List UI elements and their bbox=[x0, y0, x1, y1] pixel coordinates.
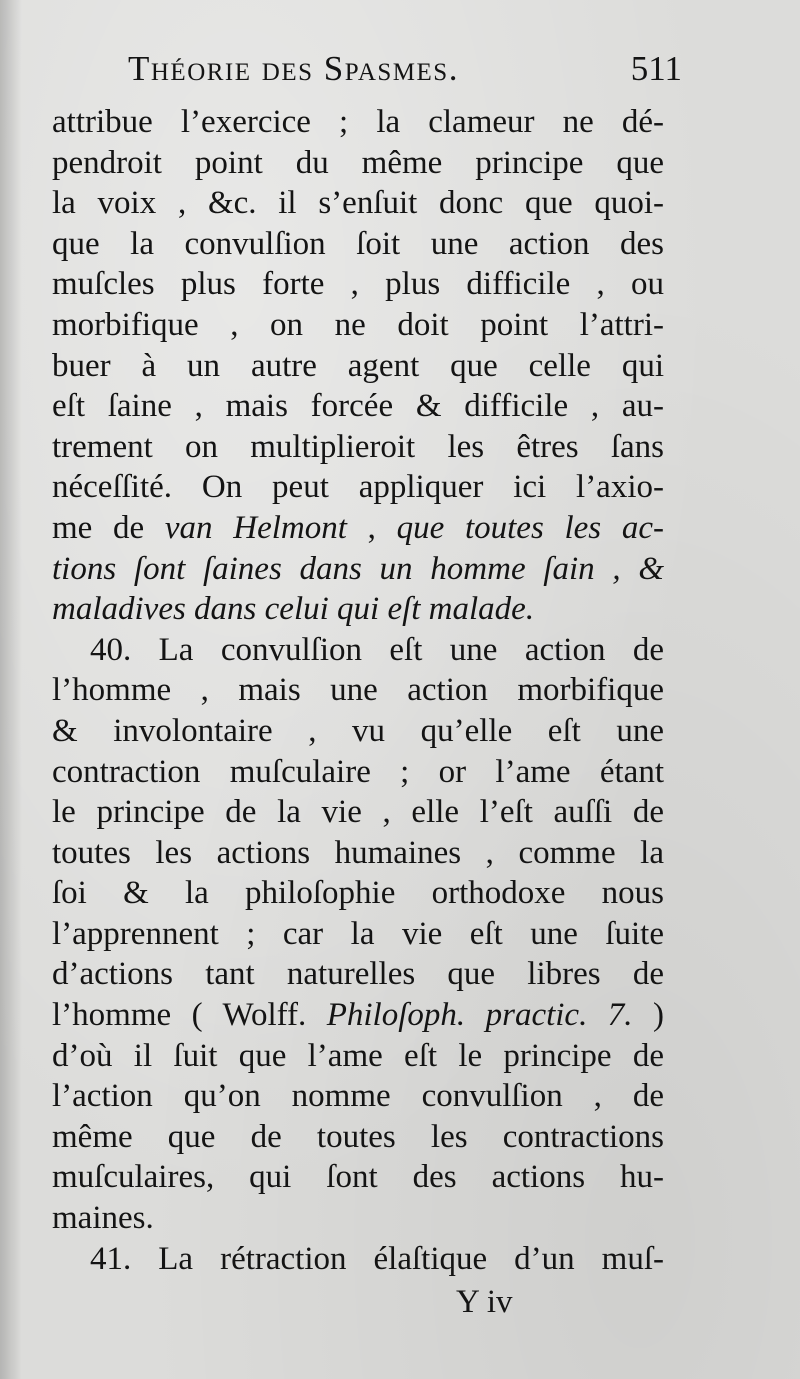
text-line: maines. bbox=[52, 1200, 154, 1237]
text-line: ſoi & la philoſophie orthodoxe nous bbox=[52, 875, 664, 912]
text-line: contraction muſculaire ; or l’ame étant bbox=[52, 753, 664, 790]
body-text bbox=[52, 102, 664, 1279]
text-line: buer à un autre agent que celle qui bbox=[52, 347, 664, 384]
text-line: muſculaires, qui ſont des actions hu- bbox=[52, 1159, 664, 1196]
page-number: 511 bbox=[630, 49, 682, 88]
text-line: toutes les actions humaines , comme la bbox=[52, 834, 664, 871]
text-line: muſcles plus forte , plus difficile , ou bbox=[52, 266, 664, 303]
text-line: eſt ſaine , mais forcée & difficile , au- bbox=[52, 388, 664, 425]
text-run: me de bbox=[52, 509, 165, 546]
paragraph-start-41: 41. La rétraction élaſtique d’un muſ- bbox=[90, 1240, 664, 1277]
page-header bbox=[0, 44, 800, 94]
text-line: l’apprennent ; car la vie eſt une ſuite bbox=[52, 915, 664, 952]
text-line: attribue l’exercice ; la clameur ne dé- bbox=[52, 104, 664, 140]
text-run: ) bbox=[632, 997, 664, 1034]
italic-citation: Philoſoph. practic. 7. bbox=[326, 997, 633, 1034]
italic-quote: que toutes les ac- bbox=[396, 509, 664, 546]
text-line: la voix , &c. il s’enſuit donc que quoi- bbox=[52, 185, 664, 222]
running-title: Théorie des Spasmes. bbox=[128, 49, 459, 88]
text-line: l’homme , mais une action morbifique bbox=[52, 672, 664, 709]
text-line: l’action qu’on nomme convulſion , de bbox=[52, 1078, 664, 1115]
paragraph-start-40: 40. La convulſion eſt une action de bbox=[90, 631, 664, 668]
text-line: d’où il ſuit que l’ame eſt le principe de bbox=[52, 1037, 664, 1074]
text-line: d’actions tant naturelles que libres de bbox=[52, 956, 664, 993]
gutter-shadow bbox=[0, 0, 22, 1379]
text-line: néceſſité. On peut appliquer ici l’axio- bbox=[52, 469, 664, 506]
text-line: & involontaire , vu qu’elle eſt une bbox=[52, 712, 664, 749]
text-line: même que de toutes les contractions bbox=[52, 1118, 664, 1155]
text-line-mixed bbox=[52, 995, 664, 1036]
text-line: que la convulſion ſoit une action des bbox=[52, 225, 664, 262]
text-line: pendroit point du même principe que bbox=[52, 144, 664, 181]
italic-quote-line: maladives dans celui qui eſt malade. bbox=[52, 591, 535, 628]
text-run: l’homme ( Wolff. bbox=[52, 997, 327, 1034]
text-line-mixed bbox=[52, 508, 664, 549]
signature-mark: Y iv bbox=[456, 1284, 513, 1320]
text-line: le principe de la vie , elle l’eſt auſſi de bbox=[52, 794, 664, 831]
italic-quote-line: tions ſont ſaines dans un homme ſain , & bbox=[52, 550, 664, 587]
italic-name: van Helmont bbox=[164, 509, 347, 546]
text-line: morbifique , on ne doit point l’attri- bbox=[52, 306, 664, 343]
text-line: trement on multiplieroit les êtres ſans bbox=[52, 428, 664, 465]
text-run: , bbox=[346, 509, 397, 546]
